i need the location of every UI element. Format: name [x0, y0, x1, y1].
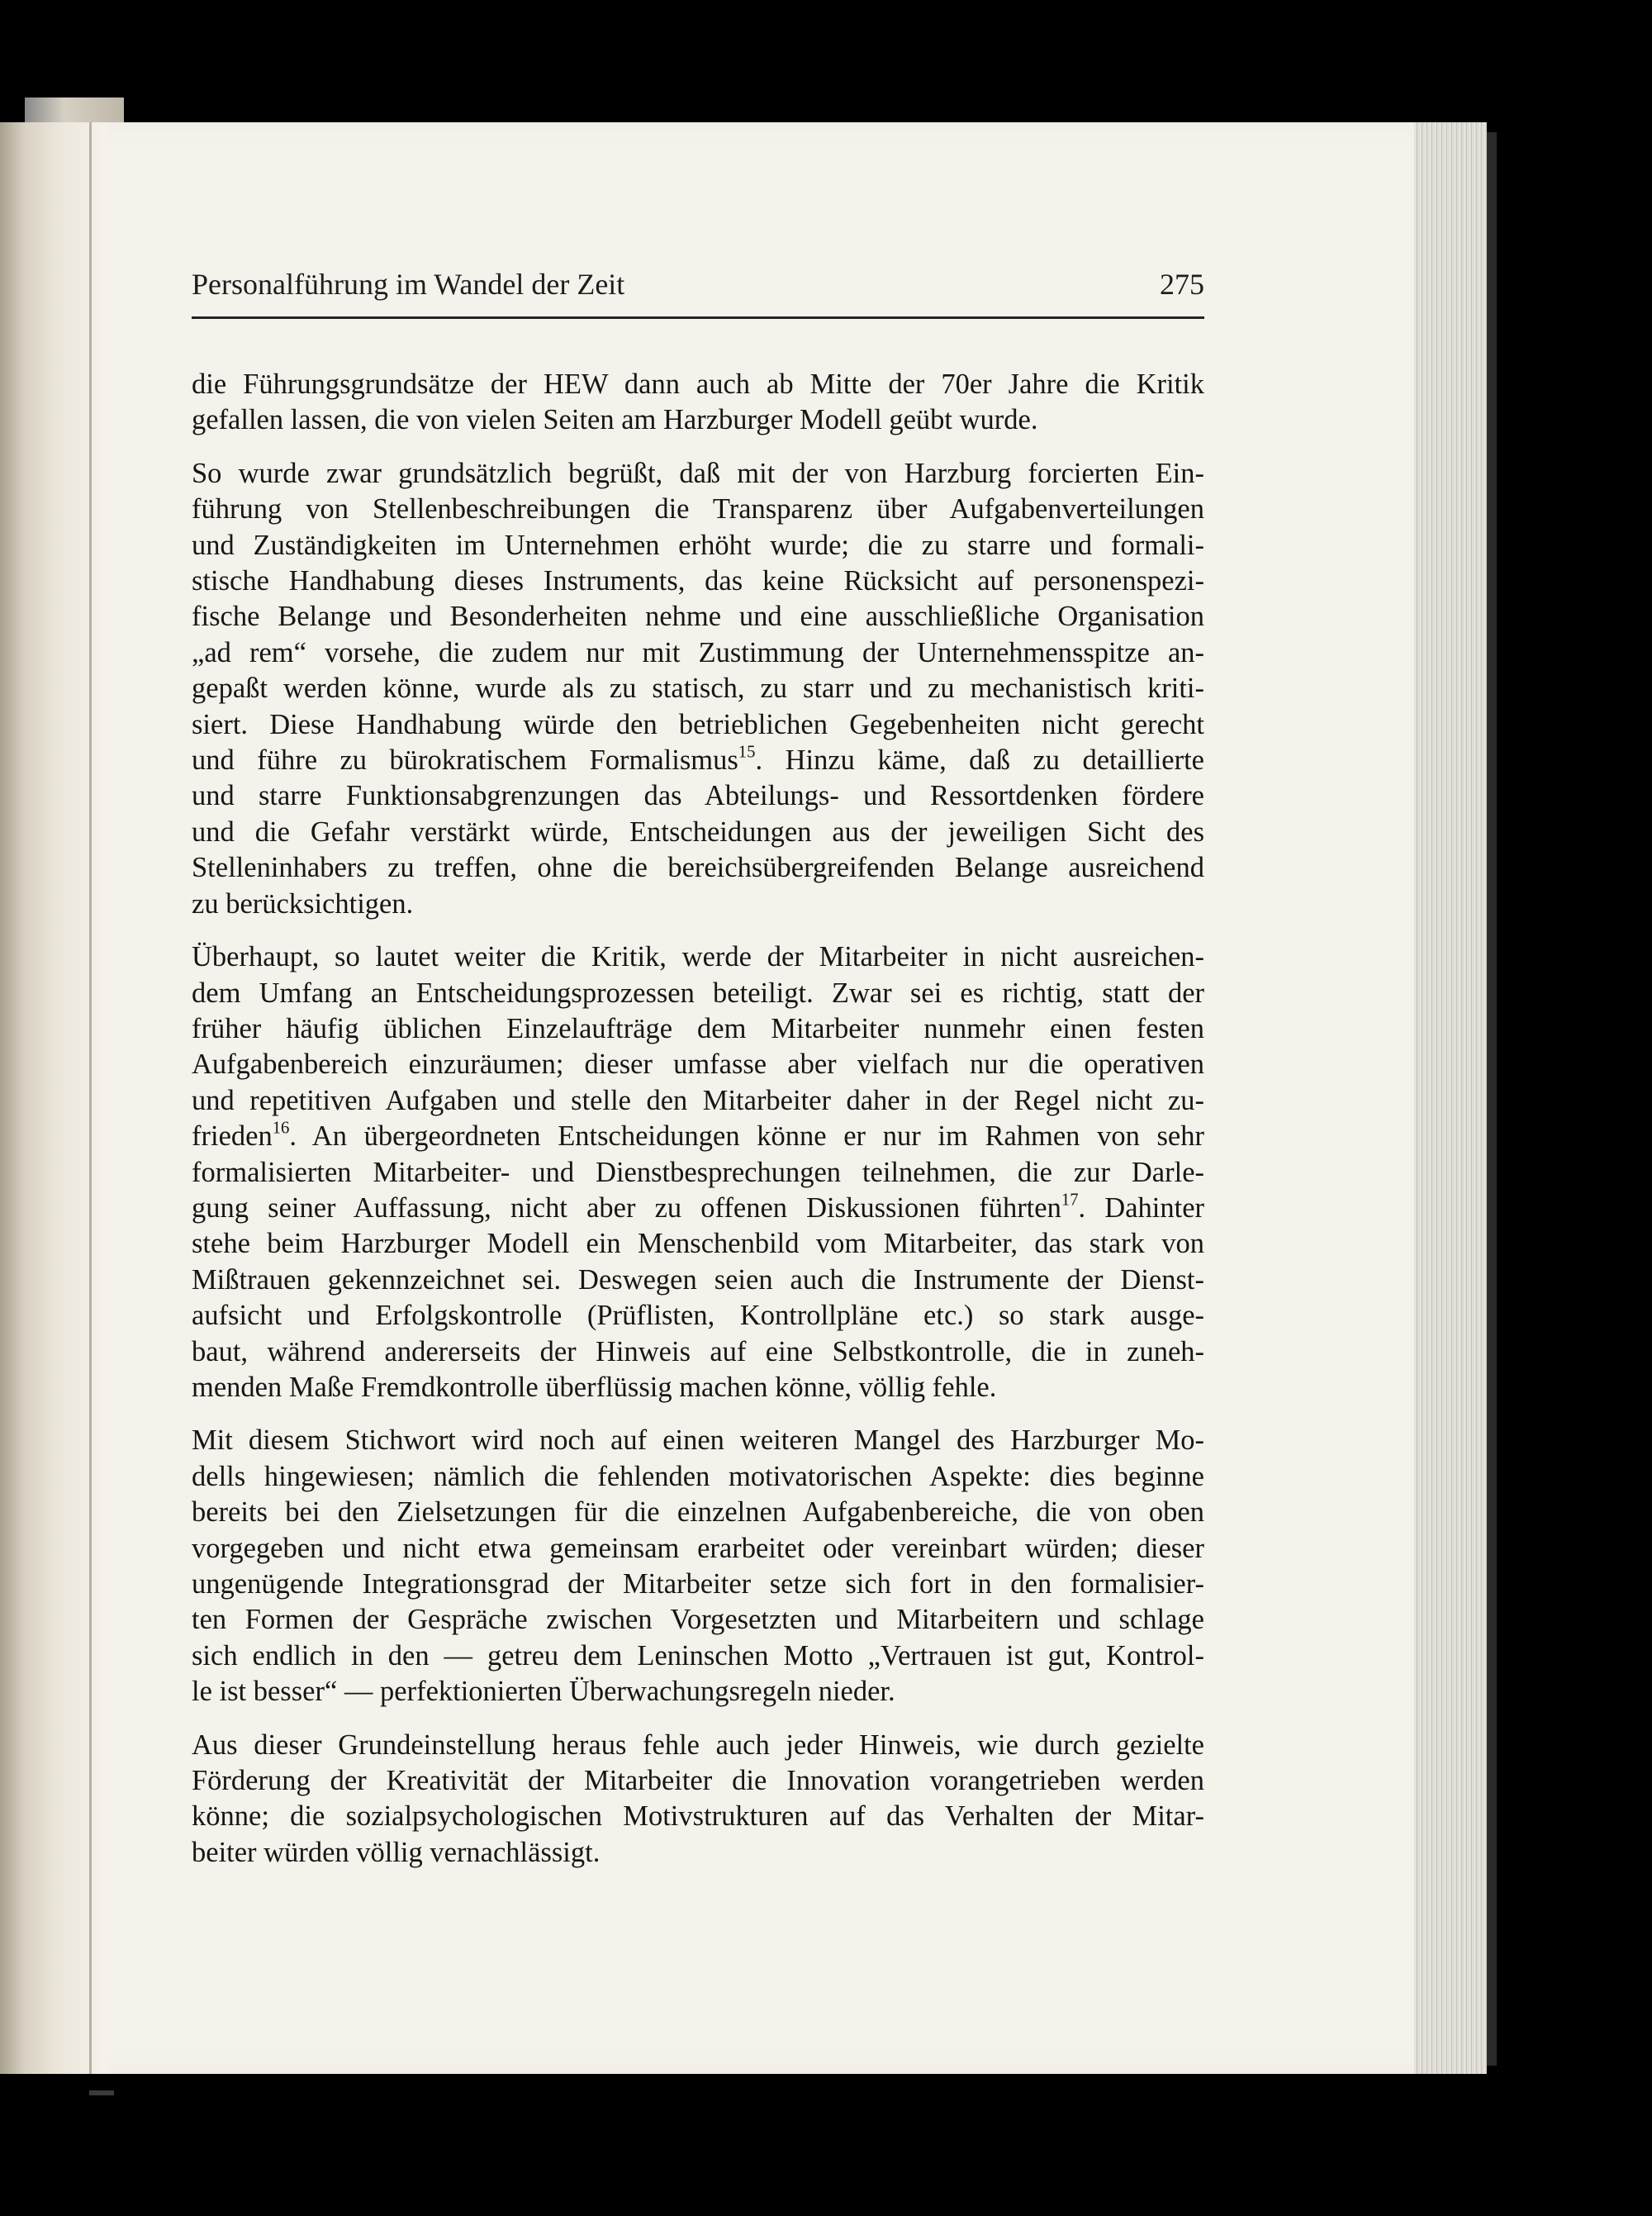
text-segment: . Hinzu käme, daß zu detaillierte	[755, 744, 1204, 777]
text-line: Stelleninhabers zu treffen, ohne die bereichsübergreifenden Belange ausreichend	[192, 852, 1204, 884]
text-line: und repetitiven Aufgaben und stelle den Mitarbeiter daher in der Regel nicht zu-	[192, 1084, 1204, 1116]
text-line-with-footnote	[192, 743, 1204, 778]
text-segment: frieden	[192, 1120, 273, 1153]
paragraph-1	[192, 367, 1204, 439]
header-rule	[192, 316, 1204, 319]
text-segment: gung seiner Auffassung, nicht aber zu offenen Diskussionen führten	[192, 1191, 1061, 1224]
footnote-ref-17: 17	[1061, 1191, 1079, 1210]
text-line: ten Formen der Gespräche zwischen Vorgesetzten und Mitarbeitern und schlage	[192, 1604, 1204, 1636]
text-line: könne; die sozialpsychologischen Motivstrukturen auf das Verhalten der Mitar-	[192, 1800, 1204, 1833]
page-stack-edges	[1414, 122, 1487, 2074]
text-line: und starre Funktionsabgrenzungen das Abteilungs- und Ressortdenken fördere	[192, 780, 1204, 812]
text-line-with-footnote	[192, 1191, 1204, 1226]
text-line: und die Gefahr verstärkt würde, Entscheidungen aus der jeweiligen Sicht des	[192, 816, 1204, 848]
text-line: siert. Diese Handhabung würde den betrieblichen Gegebenheiten nicht gerecht	[192, 708, 1204, 740]
page-corner-tab	[25, 97, 124, 122]
running-title: Personalführung im Wandel der Zeit	[192, 268, 625, 301]
page-stack-shadow	[1487, 132, 1497, 2066]
text-line: Mißtrauen gekennzeichnet sei. Deswegen seien auch die Instrumente der Dienst-	[192, 1263, 1204, 1296]
text-line: menden Maße Fremdkontrolle überflüssig machen könne, völlig fehle.	[192, 1371, 997, 1403]
text-line: Aufgabenbereich einzuräumen; dieser umfasse aber vielfach nur die operativen	[192, 1049, 1204, 1081]
text-segment: . Dahinter	[1078, 1191, 1204, 1224]
text-segment: und führe zu bürokratischem Formalismus	[192, 744, 738, 777]
text-line: bereits bei den Zielsetzungen für die einzelnen Aufgabenbereiche, die von oben	[192, 1496, 1204, 1529]
paragraph-4	[192, 1423, 1204, 1710]
text-segment: . An übergeordneten Entscheidungen könne er nur im Rahmen von sehr	[289, 1120, 1204, 1153]
page-number: 275	[1160, 268, 1204, 301]
scan-mark	[89, 2090, 114, 2095]
text-line: Aus dieser Grundeinstellung heraus fehle auch jeder Hinweis, wie durch gezielte	[192, 1729, 1204, 1761]
text-line: gepaßt werden könne, wurde als zu statisch, zu starr und zu mechanistisch kriti-	[192, 673, 1204, 705]
text-line: früher häufig üblichen Einzelaufträge dem Mitarbeiter nunmehr einen festen	[192, 1012, 1204, 1044]
text-line: die Führungsgrundsätze der HEW dann auch ab Mitte der 70er Jahre die Kritik	[192, 369, 1204, 400]
text-line: vorgegeben und nicht etwa gemeinsam erarbeitet oder vereinbart würden; dieser	[192, 1532, 1204, 1564]
text-line: dells hingewiesen; nämlich die fehlenden motivatorischen Aspekte: dies beginne	[192, 1460, 1204, 1492]
gutter-fold-line	[89, 122, 92, 2074]
text-line: zu berücksichtigen.	[192, 887, 414, 920]
text-line: So wurde zwar grundsätzlich begrüßt, daß mit der von Harzburg forcierten Ein-	[192, 457, 1204, 489]
text-line: aufsicht und Erfolgskontrolle (Prüflisten, Kontrollpläne etc.) so stark ausge-	[192, 1300, 1204, 1332]
text-line: führung von Stellenbeschreibungen die Transparenz über Aufgabenverteilungen	[192, 493, 1204, 525]
text-line-with-footnote	[192, 1119, 1204, 1154]
text-line: Mit diesem Stichwort wird noch auf einen weiteren Mangel des Harzburger Mo-	[192, 1424, 1204, 1457]
text-line: sich endlich in den — getreu dem Leninschen Motto „Vertrauen ist gut, Kontrol-	[192, 1639, 1204, 1672]
text-line: beiter würden völlig vernachlässigt.	[192, 1836, 601, 1868]
paragraph-5	[192, 1728, 1204, 1871]
text-line: dem Umfang an Entscheidungsprozessen beteiligt. Zwar sei es richtig, statt der	[192, 977, 1204, 1009]
paragraph-2	[192, 456, 1204, 922]
text-line: Überhaupt, so lautet weiter die Kritik, werde der Mitarbeiter in nicht ausreichen-	[192, 941, 1204, 973]
text-line: „ad rem“ vorsehe, die zudem nur mit Zustimmung der Unternehmensspitze an-	[192, 636, 1204, 668]
text-line: stehe beim Harzburger Modell ein Menschenbild vom Mitarbeiter, das stark von	[192, 1228, 1204, 1260]
text-line: ungenügende Integrationsgrad der Mitarbeiter setze sich fort in den formalisier-	[192, 1568, 1204, 1600]
footnote-ref-16: 16	[272, 1119, 290, 1138]
text-line: formalisierten Mitarbeiter- und Dienstbesprechungen teilnehmen, die zur Darle-	[192, 1156, 1204, 1188]
text-line: und Zuständigkeiten im Unternehmen erhöht wurde; die zu starre und formali-	[192, 529, 1204, 561]
text-line: Förderung der Kreativität der Mitarbeiter die Innovation vorangetrieben werden	[192, 1765, 1204, 1797]
footnote-ref-15: 15	[738, 743, 756, 762]
body-text	[192, 367, 1204, 1888]
text-line: stische Handhabung dieses Instruments, das keine Rücksicht auf personenspezi-	[192, 565, 1204, 597]
text-line: gefallen lassen, die von vielen Seiten am Harzburger Modell geübt wurde.	[192, 404, 1038, 436]
text-line: le ist besser“ — perfektionierten Überwachungsregeln nieder.	[192, 1676, 895, 1708]
text-line: baut, während andererseits der Hinweis auf eine Selbstkontrolle, die in zuneh-	[192, 1335, 1204, 1367]
paragraph-3	[192, 939, 1204, 1405]
text-line: fische Belange und Besonderheiten nehme und eine ausschließliche Organisation	[192, 601, 1204, 633]
